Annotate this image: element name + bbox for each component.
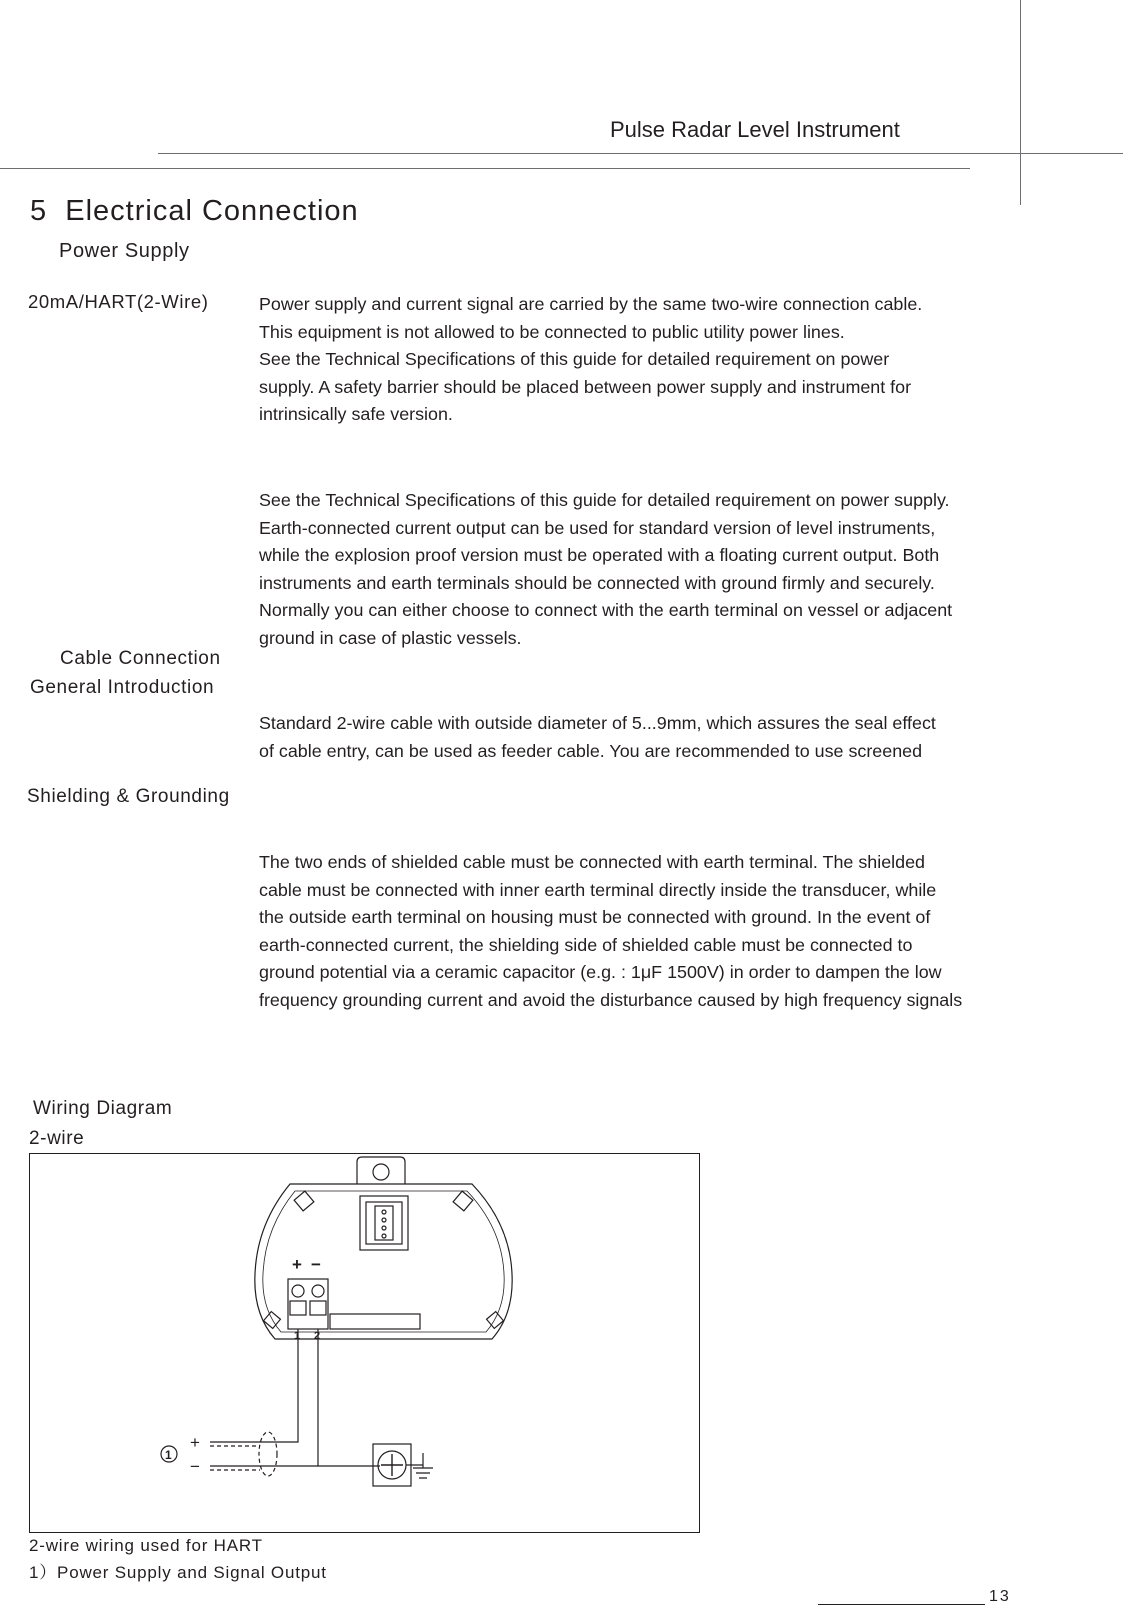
terminal-screw-icon <box>292 1285 304 1297</box>
mounting-hole-icon <box>373 1164 389 1180</box>
text-line: The two ends of shielded cable must be connected with earth terminal. The shielded <box>259 852 925 872</box>
terminal-clamp <box>310 1301 326 1315</box>
terminal-rail <box>330 1314 420 1329</box>
power-supply-paragraph-1 <box>259 291 1089 429</box>
text-line: Power supply and current signal are carried by the same two-wire connection cable. <box>259 294 923 314</box>
text-line: the outside earth terminal on housing must be connected with ground. In the event of <box>259 907 931 928</box>
header-title: Pulse Radar Level Instrument <box>610 117 900 142</box>
power-supply-label: 20mA/HART(2-Wire) <box>28 291 209 312</box>
wiring-diagram-heading: Wiring Diagram <box>33 1098 173 1119</box>
terminal-screw-icon <box>312 1285 324 1297</box>
power-supply-paragraph-2 <box>259 487 1089 653</box>
terminal-clamp <box>290 1301 306 1315</box>
connector-pins <box>375 1206 393 1240</box>
cable-connection-paragraph <box>259 710 1089 765</box>
wire-minus-label: − <box>190 1457 200 1476</box>
shielding-paragraph <box>259 849 1089 1015</box>
text-line: Normally you can either choose to connect with the earth terminal on vessel or adjacent <box>259 600 953 621</box>
header-rule-bottom <box>0 168 970 169</box>
text-line: intrinsically safe version. <box>259 404 453 425</box>
terminal-minus-label: − <box>311 1255 321 1274</box>
text-line: supply. A safety barrier should be placed between power supply and instrument for <box>259 376 912 397</box>
wiring-diagram-frame <box>29 1153 700 1533</box>
text-line: instruments and earth terminals should be connected with ground firmly and securely. <box>259 572 935 593</box>
text-line: frequency grounding current and avoid the disturbance caused by high frequency signals <box>259 989 963 1010</box>
header-rule-vertical <box>1020 0 1021 205</box>
text-line: of cable entry, can be used as feeder cable. You are recommended to use screened <box>259 740 923 761</box>
section-number: 5 <box>30 195 48 227</box>
text-line: This equipment is not allowed to be connected to public utility power lines. <box>259 321 845 342</box>
wire-plus-label: + <box>190 1433 200 1452</box>
terminal-2-label: 2 <box>314 1330 321 1342</box>
connector-socket <box>360 1196 408 1250</box>
text-line: cable must be connected with inner earth terminal directly inside the transducer, while <box>259 879 937 900</box>
text-line: earth-connected current, the shielding side of shielded cable must be connected to <box>259 934 913 955</box>
wire-plus <box>210 1329 301 1442</box>
text-line: Earth-connected current output can be used for standard version of level instruments, <box>259 517 936 538</box>
two-wire-heading: 2-wire <box>29 1128 85 1149</box>
general-introduction-heading: General Introduction <box>30 677 215 698</box>
terminal-1-label: 1 <box>294 1330 301 1342</box>
shielding-grounding-heading: Shielding & Grounding <box>27 786 230 807</box>
corner-boss-icon <box>294 1191 314 1211</box>
cable-connection-heading: Cable Connection <box>60 648 221 669</box>
callout-label: 1 <box>165 1448 172 1462</box>
header-rule-top <box>158 153 1123 154</box>
text-line: See the Technical Specifications of this guide for detailed requirement on power <box>259 349 890 370</box>
power-supply-heading: Power Supply <box>59 240 190 262</box>
wiring-caption-2: 1）Power Supply and Signal Output <box>29 1563 327 1582</box>
wire-minus <box>318 1329 380 1466</box>
text-line: ground in case of plastic vessels. <box>259 627 522 648</box>
page-number: 13 <box>989 1588 1011 1605</box>
wiring-caption-1: 2-wire wiring used for HART <box>29 1536 263 1555</box>
text-line: Standard 2-wire cable with outside diameter of 5...9mm, which assures the seal effect <box>259 713 936 733</box>
cable-shield <box>259 1432 277 1476</box>
footer-rule <box>818 1604 985 1605</box>
text-line: See the Technical Specifications of this guide for detailed requirement on power supply. <box>259 490 950 510</box>
wiring-diagram <box>30 1154 699 1532</box>
text-line: while the explosion proof version must be operated with a floating current output. Both <box>259 545 940 566</box>
section-title-text: Electrical Connection <box>65 195 359 227</box>
terminal-plus-label: + <box>292 1255 302 1274</box>
text-line: ground potential via a ceramic capacitor (e.g. : 1μF 1500V) in order to dampen the low <box>259 962 942 983</box>
section-title <box>30 195 359 228</box>
